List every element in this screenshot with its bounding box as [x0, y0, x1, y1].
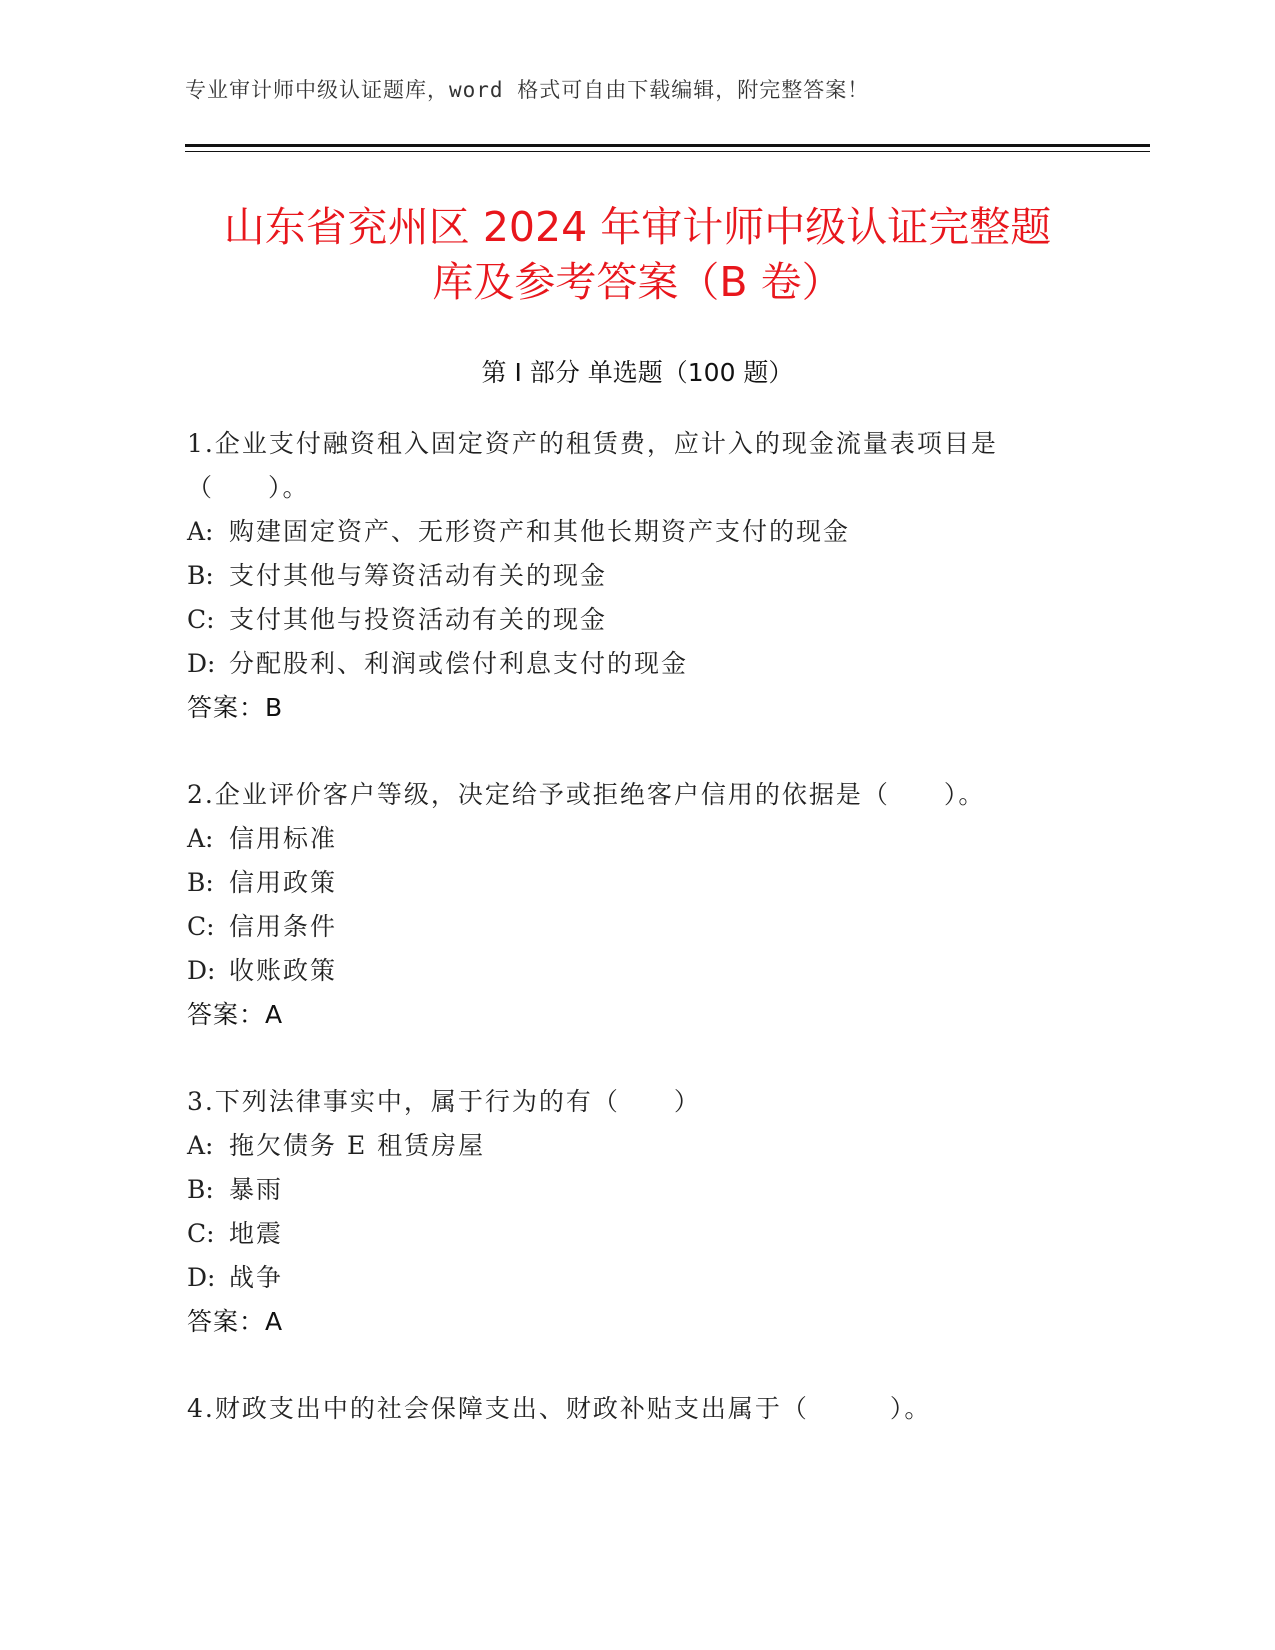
- option-letter: C:: [187, 605, 215, 634]
- option-text: 信用标准: [229, 824, 338, 853]
- option-c: [187, 1217, 283, 1251]
- header-divider-thick: [185, 144, 1150, 147]
- question-stem: 2.企业评价客户等级，决定给予或拒绝客户信用的依据是（ ）。: [187, 780, 986, 809]
- option-b: [187, 866, 337, 900]
- option-letter: D:: [187, 956, 216, 985]
- option-a: [187, 822, 337, 856]
- document-title-line-1: 山东省兖州区 2024 年审计师中级认证完整题: [223, 203, 1052, 251]
- option-letter: D:: [187, 1263, 216, 1292]
- question-stem: 1.企业支付融资租入固定资产的租赁费，应计入的现金流量表项目是: [187, 429, 998, 458]
- answer-line: 答案：A: [187, 1000, 284, 1029]
- option-c: [187, 603, 607, 637]
- option-a: [187, 515, 850, 549]
- document-title: [150, 200, 1125, 310]
- option-b: [187, 1173, 283, 1207]
- option-text: 支付其他与投资活动有关的现金: [229, 605, 608, 634]
- option-a: [187, 1129, 485, 1163]
- option-letter: C:: [187, 1219, 215, 1248]
- option-text: 暴雨: [229, 1175, 284, 1204]
- option-letter: A:: [187, 824, 214, 853]
- option-text: 拖欠债务 E 租赁房屋: [229, 1131, 486, 1160]
- option-letter: B:: [187, 1175, 214, 1204]
- header-note: 专业审计师中级认证题库，word 格式可自由下载编辑，附完整答案！: [185, 78, 870, 102]
- option-letter: A:: [187, 1131, 214, 1160]
- question-stem: 3.下列法律事实中，属于行为的有（ ）: [187, 1087, 701, 1116]
- document-title-line-2: 库及参考答案（B 卷）: [432, 258, 843, 306]
- option-text: 分配股利、利润或偿付利息支付的现金: [229, 649, 689, 678]
- option-d: [187, 647, 688, 681]
- option-text: 支付其他与筹资活动有关的现金: [229, 561, 608, 590]
- option-c: [187, 910, 337, 944]
- header-divider-thin: [185, 151, 1150, 152]
- option-b: [187, 559, 607, 593]
- option-text: 地震: [229, 1219, 284, 1248]
- answer-line: 答案：A: [187, 1307, 284, 1336]
- option-text: 购建固定资产、无形资产和其他长期资产支付的现金: [229, 517, 851, 546]
- option-text: 信用政策: [229, 868, 338, 897]
- section-title: 第 I 部分 单选题（100 题）: [481, 358, 794, 387]
- option-letter: B:: [187, 561, 214, 590]
- option-letter: C:: [187, 912, 215, 941]
- option-text: 信用条件: [229, 912, 338, 941]
- option-d: [187, 954, 337, 988]
- option-letter: B:: [187, 868, 214, 897]
- option-d: [187, 1261, 283, 1295]
- option-text: 战争: [229, 1263, 284, 1292]
- question-stem: 4.财政支出中的社会保障支出、财政补贴支出属于（ ）。: [187, 1394, 932, 1423]
- option-text: 收账政策: [229, 956, 338, 985]
- option-letter: D:: [187, 649, 216, 678]
- question-stem-continued: （ ）。: [187, 473, 310, 502]
- answer-line: 答案：B: [187, 693, 284, 722]
- option-letter: A:: [187, 517, 214, 546]
